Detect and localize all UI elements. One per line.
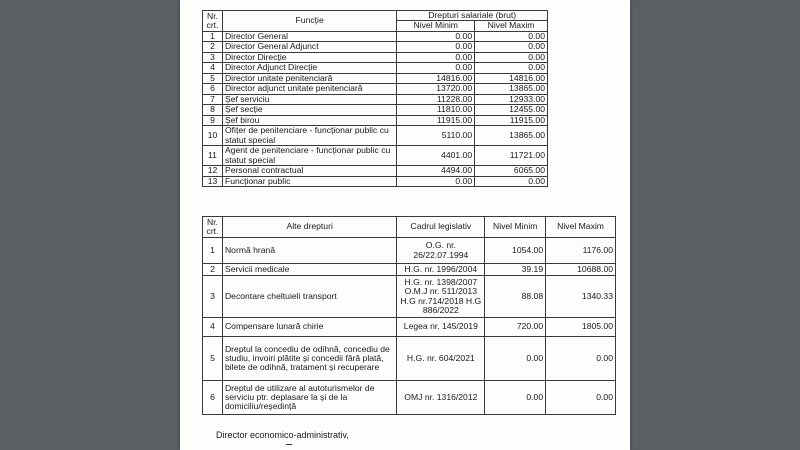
level-max: 13865.00 bbox=[475, 126, 548, 146]
function-name: Șef birou bbox=[222, 115, 396, 126]
level-max: 0.00 bbox=[475, 42, 548, 53]
level-max: 12455.00 bbox=[475, 105, 548, 116]
level-min: 0.00 bbox=[397, 31, 475, 42]
table-row bbox=[203, 31, 548, 42]
function-name: Agent de penitenciare - funcționar public cu statut special bbox=[222, 146, 396, 166]
function-name: Șef serviciu bbox=[222, 94, 396, 105]
level-min: 88.08 bbox=[485, 276, 546, 318]
table-row bbox=[203, 276, 616, 318]
level-max: 0.00 bbox=[475, 31, 548, 42]
table-row bbox=[203, 238, 616, 264]
t2-header-cadrul: Cadrul legislativ bbox=[397, 217, 485, 238]
other-rights-table bbox=[202, 216, 616, 415]
row-number: 12 bbox=[203, 166, 223, 177]
row-number: 2 bbox=[203, 264, 223, 276]
t2-header-max: Nivel Maxim bbox=[546, 217, 616, 238]
level-min: 0.00 bbox=[397, 63, 475, 74]
function-name: Director Direcție bbox=[222, 52, 396, 63]
function-name: Director General bbox=[222, 31, 396, 42]
row-number: 4 bbox=[203, 63, 223, 74]
signature-title: Director economico-administrativ, bbox=[216, 430, 349, 440]
level-min: 5110.00 bbox=[397, 126, 475, 146]
legal-framework: H.G. nr. 604/2021 bbox=[397, 337, 485, 381]
table-row bbox=[203, 176, 548, 187]
document-page bbox=[180, 0, 630, 450]
right-name: Dreptul de utilizare al autoturismelor de serviciu ptr. deplasare la și de la domiciliu/reședință bbox=[222, 381, 396, 415]
level-min: 11810.00 bbox=[397, 105, 475, 116]
t1-header-max: Nivel Maxim bbox=[475, 21, 548, 31]
t2-header-nr: Nr. crt. bbox=[203, 217, 223, 238]
legal-framework: O.G. nr. 26/22.07.1994 bbox=[397, 238, 485, 264]
table-row bbox=[203, 94, 548, 105]
level-min: 0.00 bbox=[397, 176, 475, 187]
t2-header-alte: Alte drepturi bbox=[222, 217, 396, 238]
table-row bbox=[203, 84, 548, 95]
row-number: 4 bbox=[203, 318, 223, 337]
level-min: 4494.00 bbox=[397, 166, 475, 177]
legal-framework: H.G. nr. 1996/2004 bbox=[397, 264, 485, 276]
salary-rights-table bbox=[202, 10, 548, 187]
level-max: 11721.00 bbox=[475, 146, 548, 166]
level-min: 0.00 bbox=[485, 381, 546, 415]
table-row bbox=[203, 166, 548, 177]
level-max: 6065.00 bbox=[475, 166, 548, 177]
level-min: 13720.00 bbox=[397, 84, 475, 95]
function-name: Șef secție bbox=[222, 105, 396, 116]
function-name: Director adjunct unitate penitenciară bbox=[222, 84, 396, 95]
row-number: 9 bbox=[203, 115, 223, 126]
table-row bbox=[203, 73, 548, 84]
level-min: 39.19 bbox=[485, 264, 546, 276]
table-row bbox=[203, 105, 548, 116]
function-name: Director unitate penitenciară bbox=[222, 73, 396, 84]
t1-header-min: Nivel Minim bbox=[397, 21, 475, 31]
level-min: 1054.00 bbox=[485, 238, 546, 264]
level-max: 1176.00 bbox=[546, 238, 616, 264]
level-min: 0.00 bbox=[485, 337, 546, 381]
right-name: Compensare lunară chirie bbox=[222, 318, 396, 337]
t1-header-drepturi: Drepturi salariale (brut) bbox=[397, 11, 548, 21]
level-max: 14816.00 bbox=[475, 73, 548, 84]
row-number: 13 bbox=[203, 176, 223, 187]
right-name: Servicii medicale bbox=[222, 264, 396, 276]
row-number: 5 bbox=[203, 337, 223, 381]
row-number: 1 bbox=[203, 238, 223, 264]
row-number: 3 bbox=[203, 52, 223, 63]
legal-framework: Legea nr. 145/2019 bbox=[397, 318, 485, 337]
level-max: 10688.00 bbox=[546, 264, 616, 276]
function-name: Personal contractual bbox=[222, 166, 396, 177]
legal-framework: OMJ nr. 1316/2012 bbox=[397, 381, 485, 415]
function-name: Funcționar public bbox=[222, 176, 396, 187]
row-number: 8 bbox=[203, 105, 223, 116]
signature-mark bbox=[286, 444, 292, 445]
level-max: 0.00 bbox=[546, 381, 616, 415]
level-max: 0.00 bbox=[475, 52, 548, 63]
level-max: 1340.33 bbox=[546, 276, 616, 318]
function-name: Director General Adjunct bbox=[222, 42, 396, 53]
row-number: 7 bbox=[203, 94, 223, 105]
right-name: Decontare cheltuieli transport bbox=[222, 276, 396, 318]
level-min: 11228.00 bbox=[397, 94, 475, 105]
level-max: 0.00 bbox=[546, 337, 616, 381]
level-max: 13865.00 bbox=[475, 84, 548, 95]
row-number: 5 bbox=[203, 73, 223, 84]
level-max: 1805.00 bbox=[546, 318, 616, 337]
table-row bbox=[203, 63, 548, 74]
table-row bbox=[203, 126, 548, 146]
function-name: Director Adjunct Direcție bbox=[222, 63, 396, 74]
level-min: 11915.00 bbox=[397, 115, 475, 126]
level-max: 0.00 bbox=[475, 176, 548, 187]
function-name: Ofițer de penitenciare - funcționar public cu statut special bbox=[222, 126, 396, 146]
t1-header-nr: Nr. crt. bbox=[203, 11, 223, 32]
level-max: 0.00 bbox=[475, 63, 548, 74]
table-row bbox=[203, 146, 548, 166]
row-number: 2 bbox=[203, 42, 223, 53]
table-row bbox=[203, 52, 548, 63]
row-number: 3 bbox=[203, 276, 223, 318]
t2-header-min: Nivel Minim bbox=[485, 217, 546, 238]
level-min: 4401.00 bbox=[397, 146, 475, 166]
level-max: 12933.00 bbox=[475, 94, 548, 105]
row-number: 1 bbox=[203, 31, 223, 42]
level-min: 720.00 bbox=[485, 318, 546, 337]
row-number: 11 bbox=[203, 146, 223, 166]
legal-framework: H.G. nr. 1398/2007 O.M.J nr. 511/2013 H.G nr.714/2018 H.G 886/2022 bbox=[397, 276, 485, 318]
table-row bbox=[203, 381, 616, 415]
table-row bbox=[203, 337, 616, 381]
level-min: 14816.00 bbox=[397, 73, 475, 84]
row-number: 10 bbox=[203, 126, 223, 146]
row-number: 6 bbox=[203, 381, 223, 415]
level-max: 11915.00 bbox=[475, 115, 548, 126]
row-number: 6 bbox=[203, 84, 223, 95]
t1-header-functie: Funcție bbox=[222, 11, 396, 32]
table-row bbox=[203, 318, 616, 337]
right-name: Dreptul la concediu de odihnă, concediu de studiu, invoiri plătite și concedii fără plată, bilete de odihnă, tratament și recuperare bbox=[222, 337, 396, 381]
table-row bbox=[203, 264, 616, 276]
level-min: 0.00 bbox=[397, 52, 475, 63]
table-row bbox=[203, 115, 548, 126]
level-min: 0.00 bbox=[397, 42, 475, 53]
table-row bbox=[203, 42, 548, 53]
right-name: Normă hrană bbox=[222, 238, 396, 264]
